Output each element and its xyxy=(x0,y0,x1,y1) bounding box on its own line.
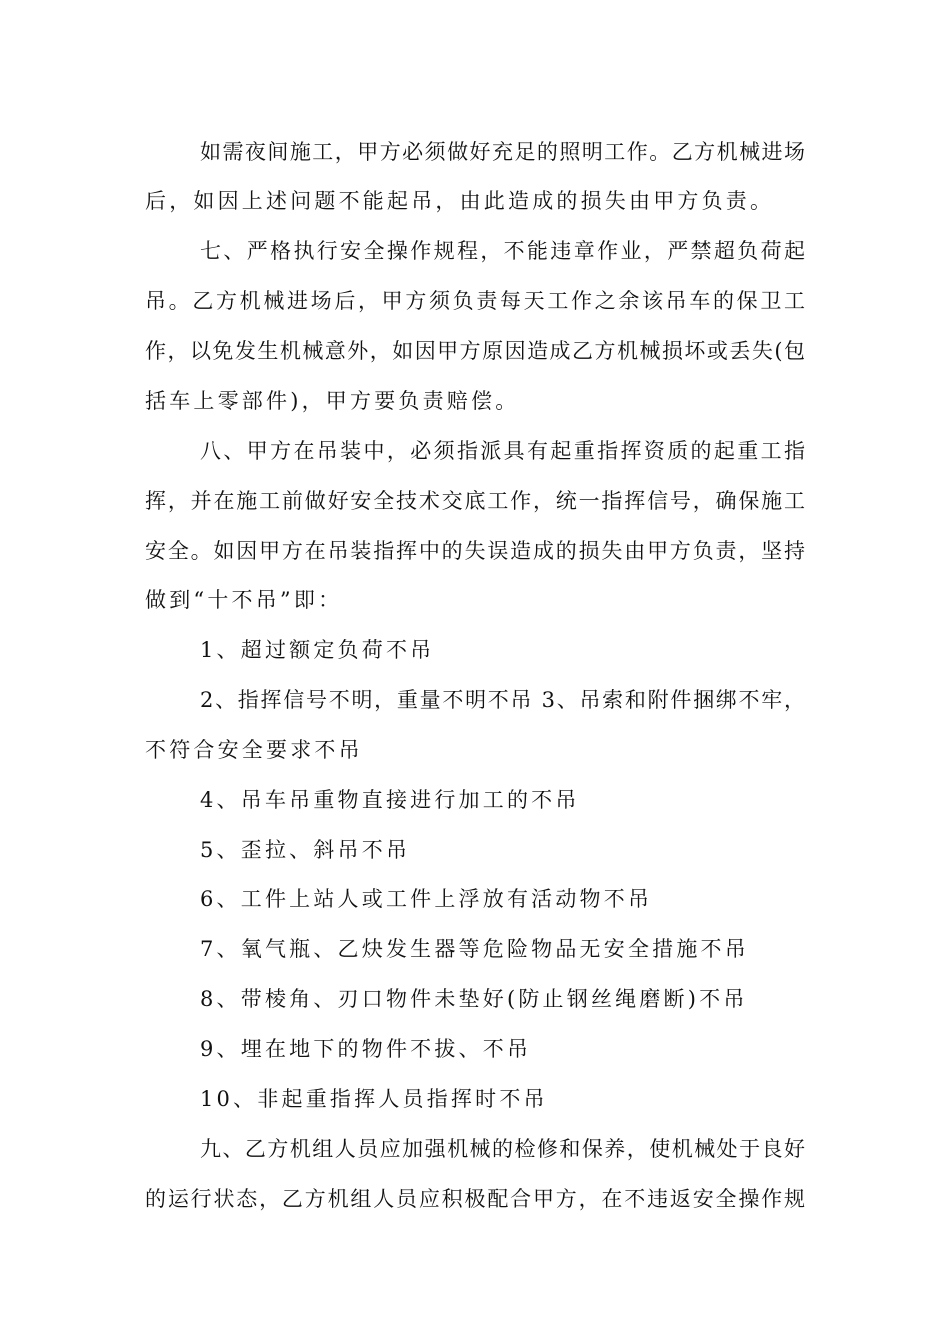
clause-8-line-4: 做到“十不吊”即： xyxy=(145,588,343,612)
clause-9-line-1: 九、乙方机组人员应加强机械的检修和保养，使机械处于良好 xyxy=(200,1137,805,1161)
list-item-9: 9、埋在地下的物件不拔、不吊 xyxy=(200,1037,532,1061)
list-item-5: 5、歪拉、斜吊不吊 xyxy=(200,838,411,862)
paragraph-line-1: 如需夜间施工，甲方必须做好充足的照明工作。乙方机械进场 xyxy=(200,140,805,164)
clause-7-line-3: 作，以免发生机械意外，如因甲方原因造成乙方机械损坏或丢失(包 xyxy=(145,339,805,363)
clause-8-line-1: 八、甲方在吊装中，必须指派具有起重指挥资质的起重工指 xyxy=(200,439,805,463)
list-item-2-3-line-2: 不符合安全要求不吊 xyxy=(145,738,363,762)
list-item-10: 10、非起重指挥人员指挥时不吊 xyxy=(200,1087,548,1111)
paragraph-line-2: 后，如因上述问题不能起吊，由此造成的损失由甲方负责。 xyxy=(145,189,775,213)
clause-9-line-2: 的运行状态，乙方机组人员应积极配合甲方，在不违返安全操作规 xyxy=(145,1187,805,1211)
clause-8-line-2: 挥，并在施工前做好安全技术交底工作，统一指挥信号，确保施工 xyxy=(145,489,805,513)
list-item-6: 6、工件上站人或工件上浮放有活动物不吊 xyxy=(200,887,653,911)
list-item-8: 8、带棱角、刃口物件未垫好(防止钢丝绳磨断)不吊 xyxy=(200,987,748,1011)
list-item-2-3-line-1: 2、指挥信号不明，重量不明不吊 3、吊索和附件捆绑不牢， xyxy=(200,688,805,712)
clause-7-line-2: 吊。乙方机械进场后，甲方须负责每天工作之余该吊车的保卫工 xyxy=(145,289,805,313)
clause-7-line-1: 七、严格执行安全操作规程，不能违章作业，严禁超负荷起 xyxy=(200,239,805,263)
clause-8-line-3: 安全。如因甲方在吊装指挥中的失误造成的损失由甲方负责，坚持 xyxy=(145,539,805,563)
list-item-1: 1、超过额定负荷不吊 xyxy=(200,638,435,662)
list-item-7: 7、氧气瓶、乙炔发生器等危险物品无安全措施不吊 xyxy=(200,937,749,961)
list-item-4: 4、吊车吊重物直接进行加工的不吊 xyxy=(200,788,580,812)
clause-7-line-4: 括车上零部件)，甲方要负责赔偿。 xyxy=(145,389,520,413)
